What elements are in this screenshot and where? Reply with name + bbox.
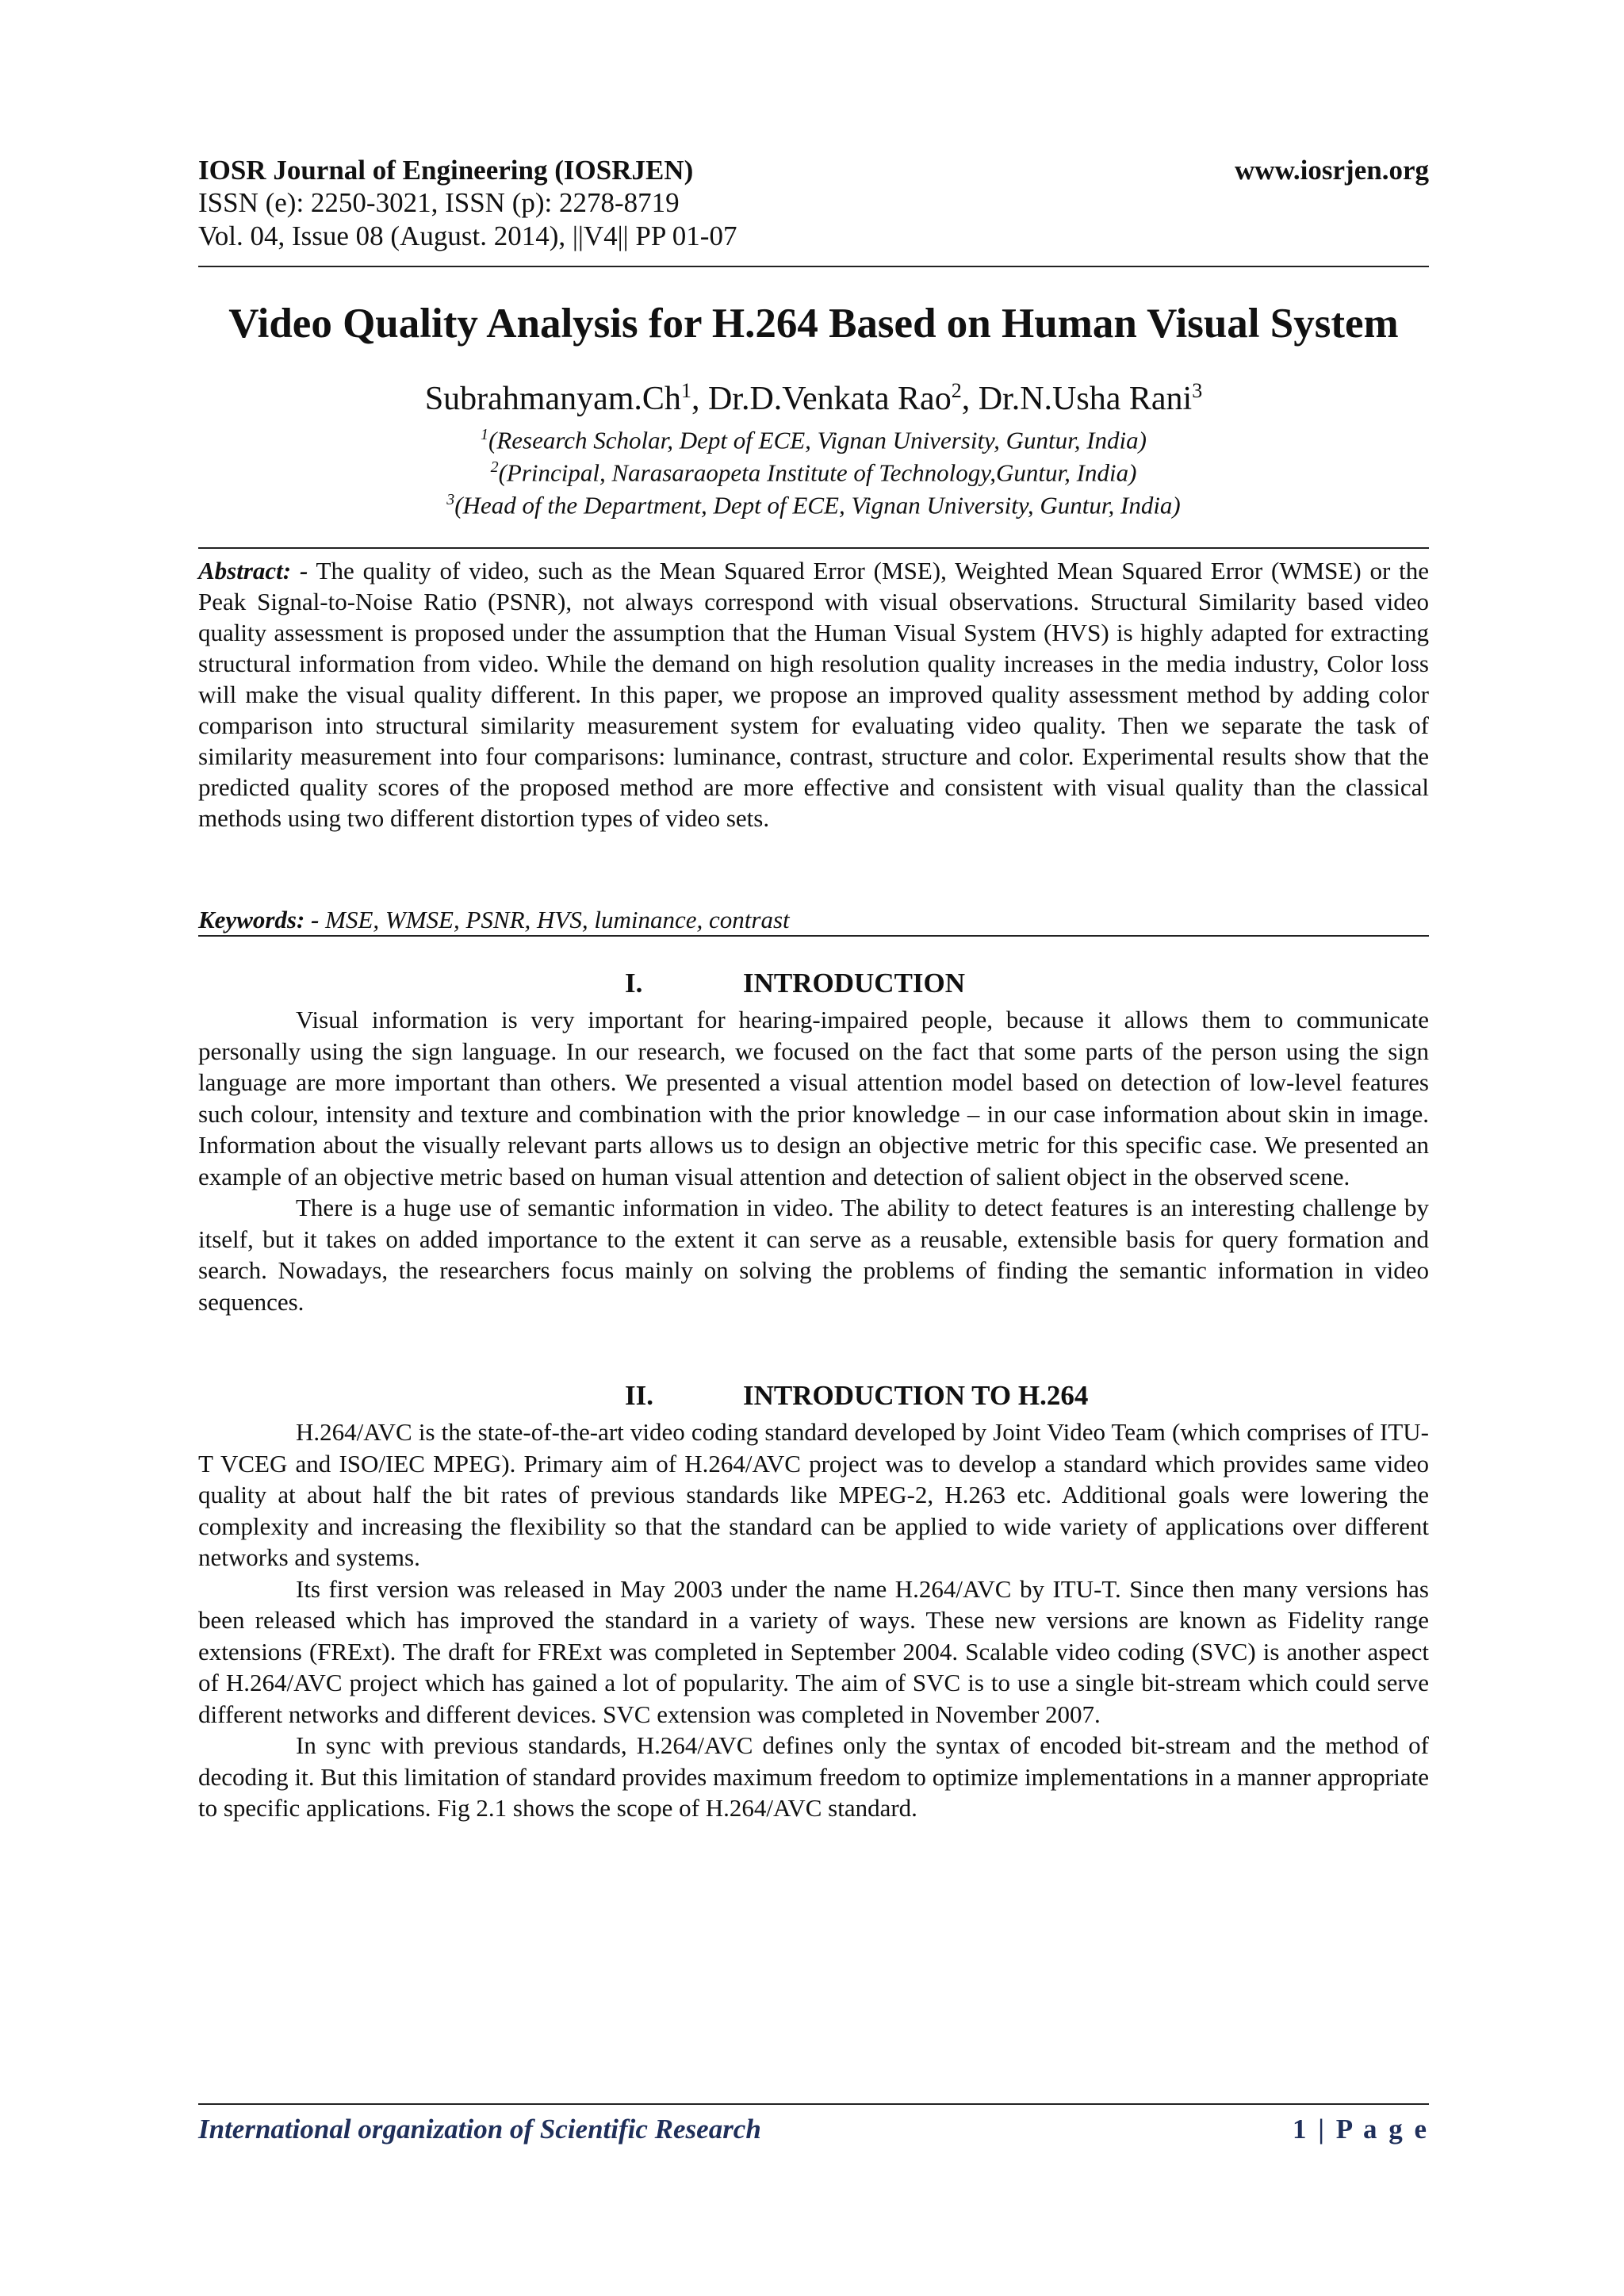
abstract-top-rule <box>198 547 1429 549</box>
journal-issn: ISSN (e): 2250-3021, ISSN (p): 2278-8719 <box>198 187 680 218</box>
keywords-label: Keywords: - <box>198 906 320 933</box>
affiliation-sup: 3 <box>446 491 455 508</box>
affiliation <box>198 491 1429 519</box>
section-title: INTRODUCTION TO H.264 <box>743 1380 1089 1411</box>
keywords <box>198 904 1429 935</box>
affiliation-text: (Principal, Narasaraopeta Institute of Technology,Guntur, India) <box>498 458 1137 487</box>
paragraph: There is a huge use of semantic information in video. The ability to detect features is an interesting challenge by itself, but it takes on added importance to the extent it can serve as a reusable, extensible basis for query formation and search. Nowadays, the researchers focus mainly on solving the problems of finding the semantic information in video sequences. <box>198 1194 1429 1316</box>
section-body <box>198 1004 1429 1317</box>
author-name: Dr.D.Venkata Rao <box>707 381 952 417</box>
section-number: II. <box>625 1380 653 1411</box>
affiliation <box>198 458 1429 487</box>
section-title: INTRODUCTION <box>743 968 966 999</box>
author-sup: 3 <box>1192 379 1203 402</box>
journal-website: www.iosrjen.org <box>1235 155 1429 186</box>
section-body <box>198 1416 1429 1824</box>
abstract-text: The quality of video, such as the Mean Squared Error (MSE), Weighted Mean Squared Error (WMSE) or the Peak Signal-to-Noise Ratio (PSNR), not always correspond with visual observations. Structural Similarity based video quality assessment is proposed under the assumption that the Human Visual System (HVS) is highly adapted for extracting structural information from video. While the demand on high resolution quality increases in the media industry, Color loss will make the visual quality different. In this paper, we propose an improved quality assessment method by adding color comparison into structural similarity measurement system for evaluating video quality. Then we separate the task of similarity measurement into four comparisons: luminance, contrast, structure and color. Experimental results show that the predicted quality scores of the proposed method are more effective and consistent with visual quality than the classical methods using two different distortion types of video sets. <box>198 557 1430 832</box>
footer-organization: International organization of Scientific Research <box>198 2114 761 2145</box>
author-separator: , <box>961 381 979 417</box>
page-number: 1 | P a g e <box>1293 2114 1429 2145</box>
author-sup: 2 <box>951 379 962 402</box>
page-footer <box>198 2114 1429 2145</box>
journal-header <box>198 155 1429 253</box>
abstract <box>198 555 1429 834</box>
section-number: I. <box>625 968 643 999</box>
paper-title: Video Quality Analysis for H.264 Based on Human Visual System <box>228 301 1399 347</box>
affiliation-sup: 1 <box>481 426 488 443</box>
affiliation-sup: 2 <box>490 458 499 476</box>
author-separator: , <box>691 381 708 417</box>
affiliation-text: (Head of the Department, Dept of ECE, Vignan University, Guntur, India) <box>454 491 1181 519</box>
keywords-rule <box>198 935 1429 937</box>
journal-volume: Vol. 04, Issue 08 (August. 2014), ||V4|| PP 01-07 <box>198 220 737 251</box>
paragraph: Its first version was released in May 2003 under the name H.264/AVC by ITU-T. Since then many versions has been released which has improved the standard in a variety of ways. These new versions are known as Fidelity range extensions (FRExt). The draft for FRExt was completed in September 2004. Scalable video coding (SVC) is another aspect of H.264/AVC project which has gained a lot of popularity. The aim of SVC is to use a single bit-stream which could serve different networks and different devices. SVC extension was completed in November 2007. <box>198 1574 1429 1728</box>
author-sup: 1 <box>680 379 691 402</box>
header-rule <box>198 266 1429 267</box>
abstract-label: Abstract: - <box>198 557 308 585</box>
paragraph: Visual information is very important for hearing-impaired people, because it allows them to communicate personally using the sign language. In our research, we focused on the fact that some parts of the person using the sign language are more important than others. We presented a visual attention model based on detection of low-level features such colour, intensity and texture and combination with the prior knowledge – in our case information about skin in image. Information about the visually relevant parts allows us to design an objective metric for this specific case. We presented an example of an objective metric based on human visual attention and detection of salient object in the observed scene. <box>198 1006 1429 1190</box>
author-name: Subrahmanyam.Ch <box>424 381 681 417</box>
paragraph: In sync with previous standards, H.264/AVC defines only the syntax of encoded bit-stream and the method of decoding it. But this limitation of standard provides maximum freedom to optimize implementations in a manner appropriate to specific applications. Fig 2.1 shows the scope of H.264/AVC standard. <box>198 1731 1429 1822</box>
author-list <box>198 379 1429 418</box>
affiliation <box>198 426 1429 454</box>
paragraph: H.264/AVC is the state-of-the-art video coding standard developed by Joint Video Team (which comprises of ITU-T VCEG and ISO/IEC MPEG). Primary aim of H.264/AVC project was to develop a standard which provides same video quality at about half the bit rates of previous standards like MPEG-2, H.263 etc. Additional goals were lowering the complexity and increasing the flexibility so that the standard can be applied to wide variety of applications over different networks and systems. <box>198 1418 1429 1571</box>
footer-rule <box>198 2103 1429 2105</box>
keywords-text: MSE, WMSE, PSNR, HVS, luminance, contrast <box>319 906 790 933</box>
author-name: Dr.N.Usha Rani <box>978 381 1193 417</box>
affiliation-text: (Research Scholar, Dept of ECE, Vignan University, Guntur, India) <box>488 426 1147 454</box>
journal-name: IOSR Journal of Engineering (IOSRJEN) <box>198 155 694 186</box>
